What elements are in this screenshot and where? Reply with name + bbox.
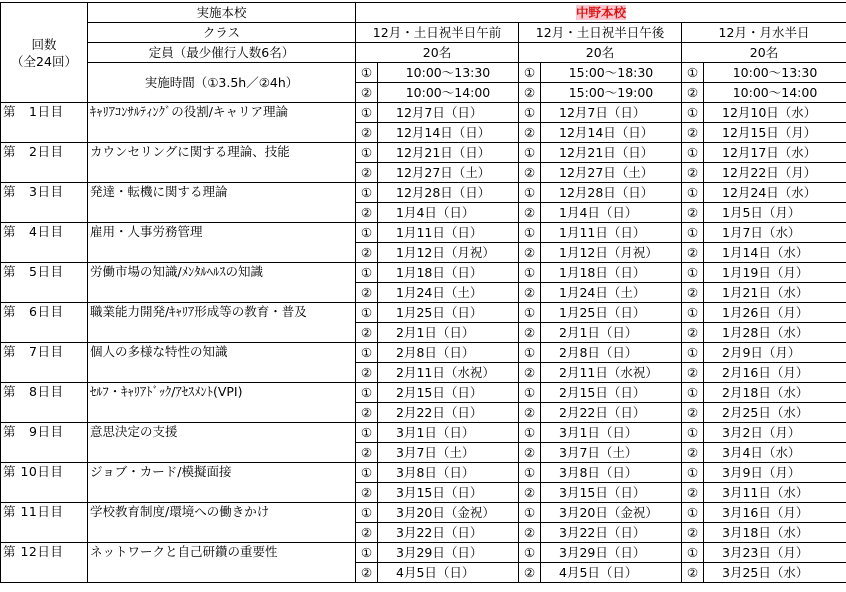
session-mark: ① — [519, 383, 541, 403]
session-mark: ② — [519, 83, 541, 103]
day-number: 第 9日目 — [1, 423, 88, 463]
session-date: 1月4日（日） — [378, 203, 519, 223]
class-name: 12月・土日祝半日午前 — [356, 23, 519, 43]
session-mark: ① — [519, 423, 541, 443]
session-date: 3月8日（日） — [541, 463, 682, 483]
session-mark: ② — [519, 363, 541, 383]
session-date: 1月18日（日） — [541, 263, 682, 283]
session-date: 12月28日（日） — [378, 183, 519, 203]
session-mark: ① — [356, 63, 378, 83]
session-mark: ① — [682, 63, 704, 83]
day-number: 第 10日目 — [1, 463, 88, 503]
session-date: 3月4日（水） — [704, 443, 846, 463]
session-date: 3月15日（日） — [541, 483, 682, 503]
session-mark: ① — [682, 143, 704, 163]
capacity-row — [1, 43, 846, 63]
session-mark: ① — [519, 303, 541, 323]
session-mark: ② — [356, 443, 378, 463]
session-date: 3月23日（月） — [704, 543, 846, 563]
class-label: クラス — [88, 23, 356, 43]
session-mark: ① — [519, 543, 541, 563]
count-header — [1, 3, 88, 103]
session-mark: ② — [519, 123, 541, 143]
day-number: 第 2日目 — [1, 143, 88, 183]
session-mark: ① — [356, 303, 378, 323]
session-date: 1月5日（月） — [704, 203, 846, 223]
session-mark: ① — [356, 423, 378, 443]
session-date: 1月19日（月） — [704, 263, 846, 283]
session-date: 2月9日（月） — [704, 343, 846, 363]
session-date: 2月15日（日） — [541, 383, 682, 403]
session-mark: ② — [519, 283, 541, 303]
session-time: 10:00～13:30 — [704, 63, 846, 83]
capacity-value: 20名 — [519, 43, 682, 63]
session-mark: ② — [356, 163, 378, 183]
session-mark: ① — [356, 463, 378, 483]
session-row — [1, 423, 846, 443]
session-mark: ② — [519, 243, 541, 263]
session-time: 10:00～14:00 — [704, 83, 846, 103]
session-date: 1月24日（土） — [378, 283, 519, 303]
session-date: 3月1日（日） — [378, 423, 519, 443]
session-date: 12月10日（水） — [704, 103, 846, 123]
session-mark: ② — [356, 83, 378, 103]
class-name: 12月・土日祝半日午後 — [519, 23, 682, 43]
session-mark: ② — [356, 283, 378, 303]
session-row — [1, 223, 846, 243]
session-mark: ① — [682, 423, 704, 443]
session-date: 3月8日（日） — [378, 463, 519, 483]
session-date: 12月27日（土） — [378, 163, 519, 183]
session-date: 3月22日（日） — [541, 523, 682, 543]
session-date: 12月28日（日） — [541, 183, 682, 203]
session-mark: ② — [682, 243, 704, 263]
session-date: 12月21日（日） — [378, 143, 519, 163]
session-mark: ② — [682, 403, 704, 423]
session-mark: ① — [356, 143, 378, 163]
session-row — [1, 263, 846, 283]
session-mark: ① — [519, 463, 541, 483]
session-date: 3月7日（土） — [541, 443, 682, 463]
session-mark: ② — [356, 523, 378, 543]
time-label: 実施時間（①3.5h／②4h） — [88, 63, 356, 103]
session-mark: ① — [682, 263, 704, 283]
session-date: 2月11日（水祝） — [541, 363, 682, 383]
subject-title: ｷｬﾘｱｺﾝｻﾙﾃｨﾝｸﾞの役割/キャリア理論 — [88, 103, 356, 143]
session-mark: ① — [356, 383, 378, 403]
session-date: 3月25日（水） — [704, 563, 846, 583]
session-mark: ② — [682, 323, 704, 343]
session-mark: ② — [519, 443, 541, 463]
session-date: 2月18日（水） — [704, 383, 846, 403]
session-date: 4月5日（日） — [378, 563, 519, 583]
session-mark: ① — [519, 223, 541, 243]
session-row — [1, 303, 846, 323]
subject-title: 発達・転機に関する理論 — [88, 183, 356, 223]
session-date: 2月11日（水祝） — [378, 363, 519, 383]
session-mark: ① — [682, 303, 704, 323]
session-date: 1月24日（土） — [541, 283, 682, 303]
session-date: 12月24日（水） — [704, 183, 846, 203]
schedule-body — [1, 103, 846, 583]
day-number: 第 7日目 — [1, 343, 88, 383]
day-number: 第 8日目 — [1, 383, 88, 423]
session-time: 10:00～13:30 — [378, 63, 519, 83]
session-mark: ① — [356, 103, 378, 123]
day-number: 第 5日目 — [1, 263, 88, 303]
session-mark: ① — [682, 343, 704, 363]
session-date: 12月15日（月） — [704, 123, 846, 143]
session-row — [1, 463, 846, 483]
session-mark: ① — [519, 103, 541, 123]
session-date: 3月1日（日） — [541, 423, 682, 443]
session-row — [1, 383, 846, 403]
day-number: 第 3日目 — [1, 183, 88, 223]
session-mark: ② — [682, 83, 704, 103]
subject-title: ネットワークと自己研鑽の重要性 — [88, 543, 356, 583]
session-time: 15:00～18:30 — [541, 63, 682, 83]
subject-title: 雇用・人事労務管理 — [88, 223, 356, 263]
session-mark: ② — [682, 163, 704, 183]
session-date: 1月25日（日） — [378, 303, 519, 323]
session-date: 1月28日（水） — [704, 323, 846, 343]
session-mark: ① — [519, 63, 541, 83]
session-date: 12月21日（日） — [541, 143, 682, 163]
session-row — [1, 543, 846, 563]
day-number: 第 4日目 — [1, 223, 88, 263]
day-number: 第 1日目 — [1, 103, 88, 143]
session-row — [1, 103, 846, 123]
session-date: 3月22日（日） — [378, 523, 519, 543]
session-mark: ② — [356, 243, 378, 263]
venue-name-cell — [356, 3, 846, 23]
session-mark: ② — [519, 403, 541, 423]
session-date: 1月21日（水） — [704, 283, 846, 303]
time-row-1 — [1, 63, 846, 83]
capacity-value: 20名 — [682, 43, 846, 63]
day-number: 第 11日目 — [1, 503, 88, 543]
session-mark: ② — [519, 523, 541, 543]
session-date: 3月29日（日） — [378, 543, 519, 563]
session-date: 4月5日（日） — [541, 563, 682, 583]
session-date: 12月14日（日） — [378, 123, 519, 143]
session-mark: ① — [519, 503, 541, 523]
session-date: 1月7日（水） — [704, 223, 846, 243]
subject-title: 学校教育制度/環境への働きかけ — [88, 503, 356, 543]
session-mark: ② — [682, 523, 704, 543]
session-date: 3月16日（月） — [704, 503, 846, 523]
session-mark: ① — [682, 463, 704, 483]
session-date: 12月14日（日） — [541, 123, 682, 143]
session-mark: ① — [519, 143, 541, 163]
session-mark: ② — [356, 363, 378, 383]
session-time: 15:00～19:00 — [541, 83, 682, 103]
session-mark: ① — [519, 183, 541, 203]
session-date: 12月17日（水） — [704, 143, 846, 163]
session-mark: ① — [519, 263, 541, 283]
session-mark: ② — [682, 563, 704, 583]
session-date: 2月8日（日） — [541, 343, 682, 363]
class-row — [1, 23, 846, 43]
session-date: 2月15日（日） — [378, 383, 519, 403]
session-mark: ① — [682, 503, 704, 523]
session-date: 1月12日（月祝） — [541, 243, 682, 263]
session-date: 3月15日（日） — [378, 483, 519, 503]
session-date: 1月4日（日） — [541, 203, 682, 223]
session-mark: ① — [682, 383, 704, 403]
session-date: 12月27日（土） — [541, 163, 682, 183]
session-mark: ② — [682, 203, 704, 223]
session-mark: ② — [682, 363, 704, 383]
day-number: 第 12日目 — [1, 543, 88, 583]
session-date: 2月8日（日） — [378, 343, 519, 363]
subject-title: 個人の多様な特性の知識 — [88, 343, 356, 383]
session-date: 12月22日（月） — [704, 163, 846, 183]
session-mark: ② — [682, 123, 704, 143]
session-date: 2月16日（月） — [704, 363, 846, 383]
session-date: 1月26日（月） — [704, 303, 846, 323]
session-row — [1, 143, 846, 163]
session-mark: ② — [356, 323, 378, 343]
session-row — [1, 503, 846, 523]
session-date: 1月18日（日） — [378, 263, 519, 283]
session-mark: ② — [356, 123, 378, 143]
session-date: 1月11日（日） — [541, 223, 682, 243]
session-mark: ① — [356, 223, 378, 243]
session-date: 2月25日（水） — [704, 403, 846, 423]
session-date: 1月11日（日） — [378, 223, 519, 243]
venue-row — [1, 3, 846, 23]
day-number: 第 6日目 — [1, 303, 88, 343]
session-date: 12月7日（日） — [541, 103, 682, 123]
session-date: 3月11日（水） — [704, 483, 846, 503]
session-date: 1月25日（日） — [541, 303, 682, 323]
session-mark: ① — [682, 183, 704, 203]
session-date: 3月9日（月） — [704, 463, 846, 483]
session-mark: ① — [356, 543, 378, 563]
session-mark: ① — [356, 183, 378, 203]
session-mark: ① — [356, 343, 378, 363]
session-mark: ② — [519, 483, 541, 503]
session-date: 3月18日（水） — [704, 523, 846, 543]
session-date: 2月1日（日） — [378, 323, 519, 343]
session-mark: ② — [356, 563, 378, 583]
session-date: 2月1日（日） — [541, 323, 682, 343]
session-date: 12月7日（日） — [378, 103, 519, 123]
count-label: 回数 — [1, 36, 87, 53]
session-mark: ① — [356, 503, 378, 523]
session-mark: ① — [682, 223, 704, 243]
session-date: 1月14日（水） — [704, 243, 846, 263]
subject-title: カウンセリングに関する理論、技能 — [88, 143, 356, 183]
session-date: 3月20日（金祝） — [541, 503, 682, 523]
session-row — [1, 343, 846, 363]
session-mark: ② — [682, 443, 704, 463]
session-mark: ② — [519, 163, 541, 183]
subject-title: 労働市場の知識/ﾒﾝﾀﾙﾍﾙｽの知識 — [88, 263, 356, 303]
subject-title: ジョブ・カード/模擬面接 — [88, 463, 356, 503]
class-name: 12月・月水半日 — [682, 23, 846, 43]
session-mark: ① — [682, 543, 704, 563]
capacity-value: 20名 — [356, 43, 519, 63]
capacity-label: 定員（最少催行人数6名） — [88, 43, 356, 63]
count-total-label: （全24回） — [1, 53, 87, 70]
session-mark: ① — [519, 343, 541, 363]
session-row — [1, 183, 846, 203]
session-mark: ① — [682, 103, 704, 123]
session-mark: ② — [519, 203, 541, 223]
venue-name: 中野本校 — [576, 5, 626, 20]
session-date: 3月29日（日） — [541, 543, 682, 563]
session-date: 2月22日（日） — [541, 403, 682, 423]
subject-title: 職業能力開発/ｷｬﾘｱ形成等の教育・普及 — [88, 303, 356, 343]
session-date: 1月12日（月祝） — [378, 243, 519, 263]
session-mark: ① — [356, 263, 378, 283]
session-date: 3月7日（土） — [378, 443, 519, 463]
session-date: 2月22日（日） — [378, 403, 519, 423]
session-mark: ② — [519, 563, 541, 583]
session-mark: ② — [356, 483, 378, 503]
session-mark: ② — [682, 283, 704, 303]
session-date: 3月2日（月） — [704, 423, 846, 443]
session-time: 10:00～14:00 — [378, 83, 519, 103]
session-mark: ② — [356, 403, 378, 423]
session-mark: ② — [682, 483, 704, 503]
venue-label: 実施本校 — [88, 3, 356, 23]
subject-title: 意思決定の支援 — [88, 423, 356, 463]
subject-title: ｾﾙﾌ・ｷｬﾘｱﾄﾞｯｸ/ｱｾｽﾒﾝﾄ(VPI) — [88, 383, 356, 423]
session-mark: ② — [519, 323, 541, 343]
session-mark: ② — [356, 203, 378, 223]
session-date: 3月20日（金祝） — [378, 503, 519, 523]
schedule-table — [0, 2, 846, 583]
